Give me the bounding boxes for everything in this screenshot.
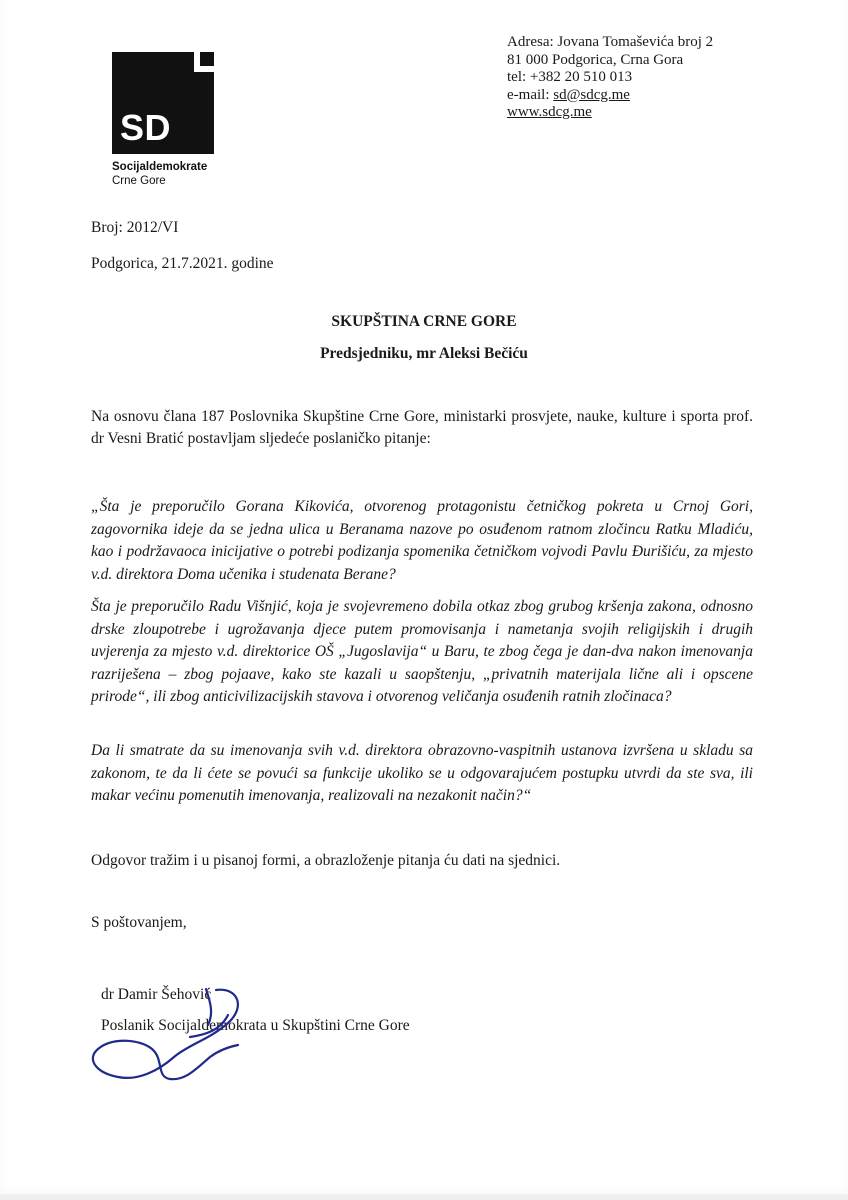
document-number: Broj: 2012/VI [91, 219, 179, 236]
address-line2: 81 000 Podgorica, Crna Gora [507, 51, 684, 68]
logo-caption-line2: Crne Gore [112, 175, 166, 187]
address-tel: tel: +382 20 510 013 [507, 69, 633, 85]
address-line1: Adresa: Jovana Tomaševića broj 2 [507, 34, 714, 50]
logo-mark-text: SD [120, 107, 172, 148]
place-date: Podgorica, 21.7.2021. godine [91, 255, 274, 272]
question-3: Da li smatrate da su imenovanja svih v.d. direktora obrazovno-vaspitnih ustanova izvršena u skladu sa zakonom, te da li ćete se povući sa funkcije ukoliko se u odgovarajućem postupku utvrdi da ste sva, ili makar većinu pomenutih imenovanja, realizovali na nezakonit način?“ [91, 742, 753, 804]
question-2: Šta je preporučilo Radu Višnjić, koja je svojevremeno dobila otkaz zbog grubog kršenja zakona, odnosno drske zloupotrebe i ugrožavanja djece putem promovisanja i nametanja svojih religijskih i drugih uvjerenja za mjesto v.d. direktorice OŠ „Jugoslavija“ u Baru, te zbog čega je dan-dva nakon imenovanja razriješena – zbog pojaave, kako ste kazali u saopštenju, „privatnih materijala lične ali i opscene prirode“, ili zbog anticivilizacijskih stavova i otvorenog veličanja osuđenih ratnih zločinaca? [91, 598, 753, 705]
logo-corner-mark [194, 50, 216, 72]
website-link[interactable]: www.sdcg.me [507, 104, 592, 120]
signatory-title: Poslanik Socijaldemokrata u Skupštini Crne Gore [101, 1017, 410, 1034]
logo-caption-line1: Socijaldemokrate [112, 161, 208, 173]
email-link[interactable]: sd@sdcg.me [553, 86, 630, 103]
address-email-row [507, 87, 713, 105]
recipient-institution: SKUPŠTINA CRNE GORE [331, 313, 517, 330]
question-1: „Šta je preporučilo Gorana Kikovića, otvorenog protagonistu četničkog pokreta u Crnoj Gori, zagovornika ideje da se jedna ulica u Beranama nazove po osuđenom ratnom zločincu Ratku Mladiću, kao i podržavaoca inicijative o potrebi podizanja spomenika četničkom vojvodi Pavlu Đurišiću, za mjesto v.d. direktora Doma učenika i studenata Berane? [91, 498, 753, 583]
signatory-name: dr Damir Šehović [101, 986, 212, 1003]
logo-caption [112, 160, 207, 188]
intro-paragraph: Na osnovu člana 187 Poslovnika Skupštine Crne Gore, ministarki prosvjete, nauke, kulture i sporta prof. dr Vesni Bratić postavljam sljedeće poslaničko pitanje: [91, 408, 753, 447]
salutation: S poštovanjem, [91, 914, 187, 931]
recipient-person: Predsjedniku, mr Aleksi Bečiću [320, 345, 528, 362]
handwritten-signature [78, 985, 268, 1095]
closing-paragraph: Odgovor tražim i u pisanoj formi, a obrazloženje pitanja ću dati na sjednici. [91, 852, 561, 869]
page-bottom-edge [0, 1194, 848, 1200]
address-block [507, 34, 713, 122]
email-label: e-mail: [507, 86, 554, 103]
sd-logo [112, 52, 214, 154]
